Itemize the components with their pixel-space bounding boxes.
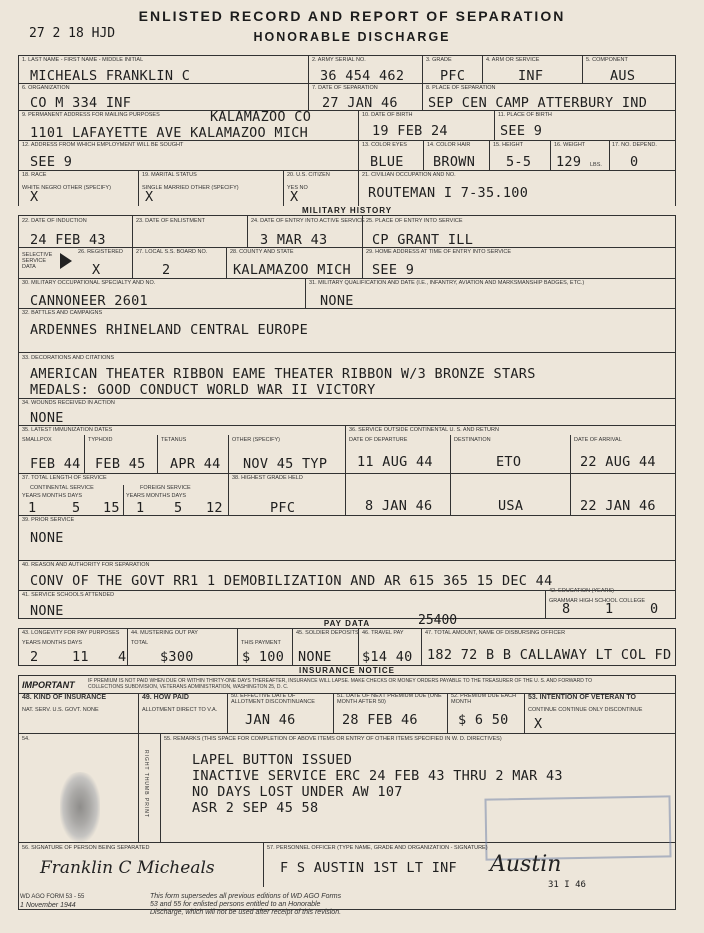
value-next-premium: 28 FEB 46: [342, 712, 418, 728]
label-registered: 26. REGISTERED: [78, 249, 123, 255]
label-insurance-options: NAT. SERV. U.S. GOVT. NONE: [22, 707, 99, 713]
label-travel-pay: 46. TRAVEL PAY: [362, 630, 404, 636]
marital-checkbox: X: [145, 189, 154, 205]
value-decorations-line1: AMERICAN THEATER RIBBON EAME THEATER RIBBON W/3 BRONZE STARS: [30, 366, 536, 382]
label-smallpox: SMALLPOX: [22, 437, 52, 443]
label-weight: 16. WEIGHT: [554, 142, 586, 148]
label-occupation: 21. CIVILIAN OCCUPATION AND NO.: [362, 172, 456, 178]
label-pob: 11. PLACE OF BIRTH: [498, 112, 552, 118]
value-county: KALAMAZOO MICH: [233, 262, 351, 278]
label-address: 9. PERMANENT ADDRESS FOR MAILING PURPOSES: [22, 112, 160, 118]
value-wounds: NONE: [30, 410, 64, 426]
label-board: 27. LOCAL S.S. BOARD NO.: [136, 249, 208, 255]
value-induction: 24 FEB 43: [30, 232, 106, 248]
value-foreign-days: 12: [206, 500, 223, 516]
value-tetanus: APR 44: [170, 456, 221, 472]
value-premium-due: $ 6 50: [458, 712, 509, 728]
label-serial: 2. ARMY SERIAL NO.: [312, 57, 366, 63]
pay-data-stamp: 25400: [418, 613, 458, 628]
important-label: IMPORTANT: [22, 680, 75, 690]
intention-checkbox: X: [534, 716, 543, 732]
label-immunization: 35. LATEST IMMUNIZATION DATES: [22, 427, 113, 433]
veteran-signature: Franklin C Micheals: [40, 858, 215, 878]
label-continental: CONTINENTAL SERVICE: [30, 485, 94, 491]
value-dependents: 0: [630, 154, 639, 170]
label-total-amount: 47. TOTAL AMOUNT, NAME OF DISBURSING OFFICER: [425, 630, 566, 636]
value-entry-place: CP GRANT ILL: [372, 232, 474, 248]
label-active-service: 24. DATE OF ENTRY INTO ACTIVE SERVICE: [251, 218, 365, 224]
value-mustering-total: $300: [160, 649, 194, 665]
label-citizen: 20. U.S. CITIZEN: [287, 172, 330, 178]
label-thumb-print: RIGHT THUMB PRINT: [143, 750, 149, 818]
label-paid-options: ALLOTMENT DIRECT TO V.A.: [142, 707, 218, 713]
insurance-notice-text: IF PREMIUM IS NOT PAID WHEN DUE OR WITHIN THIRTY-ONE DAYS THEREAFTER, INSURANCE WILL LAPSE. MAKE CHECKS OR MONEY ORDERS PAYABLE TO THE TREASURER OF THE U. S. AND FORWARD TO COLLECTIONS SUBDIVISION, VETERANS ADMINISTRATION, WASHINGTON 25, D. C.: [88, 678, 592, 690]
label-arm: 4. ARM OR SERVICE: [486, 57, 540, 63]
label-deposits: 45. SOLDIER DEPOSITS: [296, 630, 359, 636]
label-total: TOTAL: [131, 640, 149, 646]
label-induction: 22. DATE OF INDUCTION: [22, 218, 87, 224]
label-personnel-officer: 57. PERSONNEL OFFICER (TYPE NAME, GRADE AND ORGANIZATION - SIGNATURE): [267, 845, 488, 851]
value-longevity-days: 4: [118, 649, 127, 665]
label-eyes: 13. COLOR EYES: [362, 142, 407, 148]
value-qualification: NONE: [320, 293, 354, 309]
registered-checkbox: X: [92, 262, 101, 278]
value-longevity-months: 11: [72, 649, 89, 665]
thumbprint: [60, 772, 100, 842]
value-address-county: KALAMAZOO CO: [210, 109, 312, 125]
value-employment-address: SEE 9: [30, 154, 73, 170]
value-home-address: SEE 9: [372, 262, 415, 278]
value-grade: PFC: [440, 68, 466, 84]
value-destination-1: ETO: [496, 454, 522, 470]
supersedes-note: This form supersedes all previous editions of WD AGO Forms 53 and 55 for enlisted persons entitled to an Honorable Discharge, which will not be used after receipt of this revision.: [150, 893, 342, 916]
label-allotment-date: 50. EFFECTIVE DATE OF ALLOTMENT DISCONTINUANCE: [231, 693, 315, 705]
label-entry-place: 25. PLACE OF ENTRY INTO SERVICE: [366, 218, 463, 224]
value-schools: NONE: [30, 603, 64, 619]
value-grammar: 8: [562, 601, 571, 617]
label-sep-place: 8. PLACE OF SEPARATION: [426, 85, 496, 91]
label-intention: 53. INTENTION OF VETERAN TO: [528, 694, 636, 701]
document-number: 27 2 18 HJD: [29, 26, 116, 41]
form-date: 1 November 1944: [20, 902, 76, 909]
value-active-service: 3 MAR 43: [260, 232, 328, 248]
label-destination: DESTINATION: [454, 437, 491, 443]
label-lbs: LBS.: [590, 162, 602, 168]
label-county: 28. COUNTY AND STATE: [230, 249, 294, 255]
label-schools: 41. SERVICE SCHOOLS ATTENDED: [22, 592, 115, 598]
separation-stamp: [484, 795, 671, 860]
label-how-paid: 49. HOW PAID: [142, 694, 189, 701]
label-departure: DATE OF DEPARTURE: [349, 437, 408, 443]
label-component: 5. COMPONENT: [586, 57, 628, 63]
value-departure-1: 11 AUG 44: [357, 454, 433, 470]
label-wounds: 34. WOUNDS RECEIVED IN ACTION: [22, 400, 115, 406]
value-occupation: ROUTEMAN I 7-35.100: [368, 185, 529, 201]
label-longevity-ymd: YEARS MONTHS DAYS: [22, 640, 83, 646]
signature-date: 31 I 46: [548, 880, 586, 890]
value-mustering-this: $ 100: [242, 649, 285, 665]
label-highest-grade: 38. HIGHEST GRADE HELD: [232, 475, 303, 481]
value-dob: 19 FEB 24: [372, 123, 448, 139]
label-sep-date: 7. DATE OF SEPARATION: [312, 85, 378, 91]
value-battles: ARDENNES RHINELAND CENTRAL EUROPE: [30, 322, 309, 338]
label-arrival: DATE OF ARRIVAL: [574, 437, 622, 443]
value-highest-grade: PFC: [270, 500, 296, 516]
value-other-immunization: NOV 45 TYP: [243, 456, 328, 472]
label-continental-ymd: YEARS MONTHS DAYS: [22, 493, 83, 499]
value-eyes: BLUE: [370, 154, 404, 170]
label-citizen-options: YES NO: [287, 185, 308, 191]
label-mustering-pay: 44. MUSTERING OUT PAY: [131, 630, 198, 636]
label-selective-service: SELECTIVE SERVICE DATA: [22, 252, 53, 270]
value-foreign-years: 1: [136, 500, 145, 516]
label-next-premium: 51. DATE OF NEXT PREMIUM DUE (ONE MONTH AFTER 50): [337, 693, 442, 705]
label-premium-due: 52. PREMIUM DUE EACH MONTH: [451, 693, 517, 705]
value-typhoid: FEB 45: [95, 456, 146, 472]
value-personnel-officer: F S AUSTIN 1ST LT INF: [280, 860, 457, 876]
officer-signature: Austin: [490, 852, 562, 877]
label-education: 42. EDUCATION (YEARS): [549, 588, 614, 594]
value-college: 0: [650, 601, 659, 617]
value-address-street: 1101 LAFAYETTE AVE KALAMAZOO MICH: [30, 125, 309, 141]
label-name: 1. LAST NAME - FIRST NAME - MIDDLE INITIAL: [22, 57, 144, 63]
arrow-icon: [60, 253, 72, 269]
label-other-immunization: OTHER (SPECIFY): [232, 437, 280, 443]
label-remarks: 55. REMARKS (THIS SPACE FOR COMPLETION OF ABOVE ITEMS OR ENTRY OF OTHER ITEMS SPECIFIED IN W. D. DIRECTIVES): [164, 736, 502, 742]
value-decorations-line2: MEDALS: GOOD CONDUCT WORLD WAR II VICTORY: [30, 382, 376, 398]
label-signature: 56. SIGNATURE OF PERSON BEING SEPARATED: [22, 845, 150, 851]
value-longevity-years: 2: [30, 649, 39, 665]
label-foreign-ymd: YEARS MONTHS DAYS: [126, 493, 187, 499]
label-tetanus: TETANUS: [161, 437, 187, 443]
remark-line4: ASR 2 SEP 45 58: [192, 800, 319, 816]
label-race: 18. RACE: [22, 172, 47, 178]
value-destination-2: USA: [498, 498, 524, 514]
value-component: AUS: [610, 68, 636, 84]
label-dob: 10. DATE OF BIRTH: [362, 112, 413, 118]
value-serial: 36 454 462: [320, 68, 405, 84]
section-pay-data: PAY DATA: [18, 619, 676, 628]
label-54: 54.: [22, 736, 30, 742]
value-pob: SEE 9: [500, 123, 543, 139]
value-arrival-1: 22 AUG 44: [580, 454, 656, 470]
value-weight: 129: [556, 154, 582, 170]
value-departure-2: 8 JAN 46: [365, 498, 433, 514]
value-total-amount: 182 72 B B CALLAWAY LT COL FD: [427, 647, 672, 663]
document-subtitle: HONORABLE DISCHARGE: [253, 30, 451, 44]
label-qualification: 31. MILITARY QUALIFICATION AND DATE (I.E., INFANTRY, AVIATION AND MARKSMANSHIP BADGES, ETC.): [309, 280, 585, 286]
value-high-school: 1: [605, 601, 614, 617]
label-total-service: 37. TOTAL LENGTH OF SERVICE: [22, 475, 107, 481]
value-allotment-date: JAN 46: [245, 712, 296, 728]
race-checkbox: X: [30, 189, 39, 205]
form-number: WD AGO FORM 53 - 55: [20, 894, 85, 900]
value-foreign-months: 5: [174, 500, 183, 516]
value-deposits: NONE: [298, 649, 332, 665]
document-title: ENLISTED RECORD AND REPORT OF SEPARATION: [138, 8, 566, 24]
label-race-options: WHITE NEGRO OTHER (SPECIFY): [22, 185, 111, 191]
label-dependents: 17. NO. DEPEND.: [612, 142, 657, 148]
value-continental-years: 1: [28, 500, 37, 516]
label-height: 15. HEIGHT: [493, 142, 523, 148]
label-hair: 14. COLOR HAIR: [427, 142, 471, 148]
label-home-address: 29. HOME ADDRESS AT TIME OF ENTRY INTO SERVICE: [366, 249, 512, 255]
label-enlistment: 23. DATE OF ENLISTMENT: [136, 218, 205, 224]
label-grade: 3. GRADE: [426, 57, 452, 63]
label-insurance-kind: 48. KIND OF INSURANCE: [22, 694, 107, 701]
value-travel-pay: $14 40: [362, 649, 413, 665]
value-prior-service: NONE: [30, 530, 64, 546]
value-continental-days: 15: [103, 500, 120, 516]
value-height: 5-5: [506, 154, 532, 170]
value-sep-date: 27 JAN 46: [322, 95, 398, 111]
label-foreign: FOREIGN SERVICE: [140, 485, 191, 491]
label-decorations: 33. DECORATIONS AND CITATIONS: [22, 355, 114, 361]
label-service-outside: 36. SERVICE OUTSIDE CONTINENTAL U. S. AND RETURN: [349, 427, 499, 433]
label-education-levels: GRAMMAR HIGH SCHOOL COLLEGE: [549, 598, 646, 604]
value-name: MICHEALS FRANKLIN C: [30, 68, 191, 84]
citizen-checkbox: X: [290, 189, 299, 205]
label-prior-service: 39. PRIOR SERVICE: [22, 517, 75, 523]
value-sep-place: SEP CEN CAMP ATTERBURY IND: [428, 95, 648, 111]
remark-line2: INACTIVE SERVICE ERC 24 FEB 43 THRU 2 MAR 43: [192, 768, 563, 784]
label-typhoid: TYPHOID: [88, 437, 113, 443]
label-mos: 30. MILITARY OCCUPATIONAL SPECIALTY AND NO.: [22, 280, 156, 286]
value-hair: BROWN: [433, 154, 476, 170]
value-organization: CO M 334 INF: [30, 95, 132, 111]
remark-line1: LAPEL BUTTON ISSUED: [192, 752, 353, 768]
label-reason: 40. REASON AND AUTHORITY FOR SEPARATION: [22, 562, 150, 568]
value-arm: INF: [518, 68, 544, 84]
value-arrival-2: 22 JAN 46: [580, 498, 656, 514]
value-continental-months: 5: [72, 500, 81, 516]
section-military-history: MILITARY HISTORY: [18, 206, 676, 215]
remark-line3: NO DAYS LOST UNDER AW 107: [192, 784, 403, 800]
label-marital: 19. MARITAL STATUS: [142, 172, 197, 178]
label-battles: 32. BATTLES AND CAMPAIGNS: [22, 310, 103, 316]
label-intent-options: CONTINUE CONTINUE ONLY DISCONTINUE: [528, 707, 643, 713]
label-this-payment: THIS PAYMENT: [241, 640, 281, 646]
value-reason: CONV OF THE GOVT RR1 1 DEMOBILIZATION AND AR 615 365 15 DEC 44: [30, 573, 553, 589]
value-smallpox: FEB 44: [30, 456, 81, 472]
label-organization: 6. ORGANIZATION: [22, 85, 70, 91]
value-mos: CANNONEER 2601: [30, 293, 148, 309]
section-insurance-notice: INSURANCE NOTICE: [18, 666, 676, 675]
value-board: 2: [162, 262, 171, 278]
label-marital-options: SINGLE MARRIED OTHER (SPECIFY): [142, 185, 239, 191]
label-longevity: 43. LONGEVITY FOR PAY PURPOSES: [22, 630, 120, 636]
label-employment-address: 12. ADDRESS FROM WHICH EMPLOYMENT WILL BE SOUGHT: [22, 142, 184, 148]
